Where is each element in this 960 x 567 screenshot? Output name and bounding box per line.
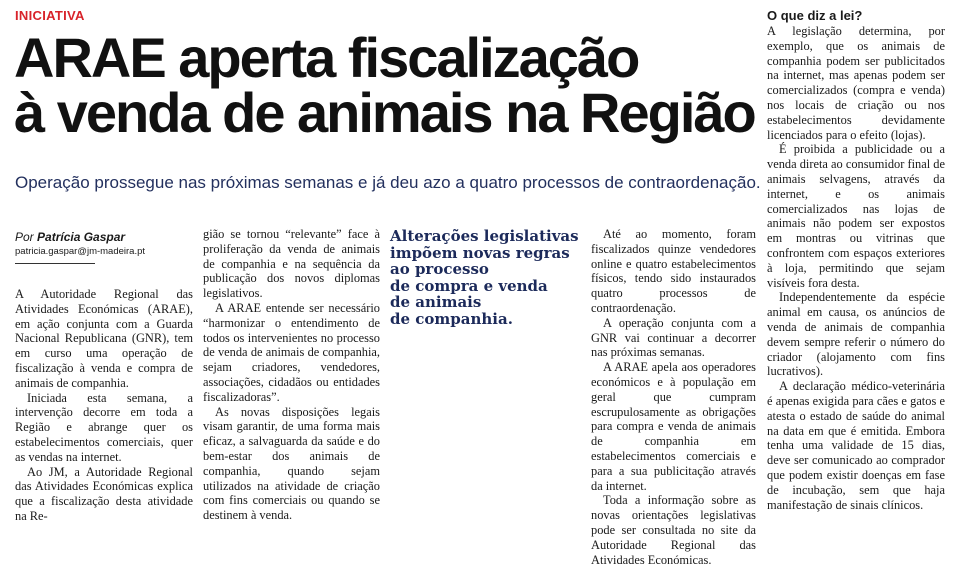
pull-quote-line: de animais xyxy=(390,293,482,311)
sidebar-paragraph: A legislação determina, por exemplo, que os animais de companhia podem ser publicitados na internet, mas apenas podem ser comercializados (compra e venda) nos locais de criação ou nos estabelecimentos devidamente licenciados para o efeito (lojas). xyxy=(767,24,945,142)
pull-quote-line: de compra e venda xyxy=(390,276,548,295)
pull-quote-line: Alterações legislativas xyxy=(390,227,579,245)
byline-author: Patrícia Gaspar xyxy=(37,230,126,244)
paragraph: A operação conjunta com a GNR vai continuar a decorrer nas próximas semanas. xyxy=(591,315,756,360)
article-column-3 xyxy=(591,227,756,567)
sidebar-paragraph: É proibida a publicidade ou a venda direta ao consumidor final de animais selvagens, através da internet, e os animais comercializados nas lojas de animais não podem ser expostos em montras ou vitrinas que confrontem com espaços exteriores à loja, permitindo que sejam visíveis fora desta. xyxy=(767,142,945,290)
article-column-1 xyxy=(15,287,193,524)
headline-line: ARAE aperta fiscalização xyxy=(14,26,639,89)
headline xyxy=(14,26,759,144)
pull-quote-line: de companhia. xyxy=(390,309,513,328)
paragraph: Toda a informação sobre as novas orientações legislativas pode ser consultada no site da Autoridade Regional das Atividades Económicas. xyxy=(591,493,756,567)
paragraph: A Autoridade Regional das Atividades Económicas (ARAE), em ação conjunta com a Guarda Nacional Republicana (GNR), tem em curso uma operação de fiscalização à venda e compra de animais de companhia. xyxy=(15,287,193,390)
headline-line: à venda de animais na Região xyxy=(14,81,755,144)
author-email[interactable]: patricia.gaspar@jm-madeira.pt xyxy=(15,246,146,257)
sidebar-paragraph: A declaração médico-veterinária é apenas exigida para cães e gatos e atesta o estado de saúde do animal na data em que é emitida. Embora tenha uma validade de 15 dias, deve ser comunicado ao comprador que podem existir doenças em fase de incubação, sem que haja manifestação de sinais clínicos. xyxy=(767,379,945,512)
pull-quote xyxy=(390,228,580,327)
byline-divider xyxy=(15,263,95,264)
section-kicker: INICIATIVA xyxy=(15,8,85,23)
paragraph: A ARAE entende ser necessário “harmonizar o entendimento de todos os intervenientes no processo de venda de animais de companhia, sejam criadores, vendedores, associações, cidadãos ou entidades fiscalizadoras”. xyxy=(203,300,380,404)
byline-prefix: Por xyxy=(15,230,34,244)
paragraph: Iniciada esta semana, a intervenção decorre em toda a Região e abrange quer os estabelecimentos comerciais, quer as vendas na internet. xyxy=(15,390,193,464)
paragraph: As novas disposições legais visam garantir, de uma forma mais eficaz, a salvaguarda da saúde e do bem-estar dos animais de companhia, quando sejam utilizados na atividade de criação com fins comerciais ou quando se destinem à venda. xyxy=(203,404,380,523)
pull-quote-line: impõem novas regras xyxy=(390,243,570,262)
sidebar-paragraph: Independentemente da espécie animal em causa, os anúncios de venda de animais de companhia devem sempre referir o número do criador (alojamento com fins lucrativos). xyxy=(767,290,945,379)
paragraph: A ARAE apela aos operadores económicos e à população em geral que cumpram escrupulosamente as obrigações para compra e venda de animais de companhia em estabelecimentos comerciais e para a sua publicitação através da internet. xyxy=(591,360,756,493)
article-column-2 xyxy=(203,227,380,523)
paragraph: gião se tornou “relevante” face à proliferação da venda de animais de companhia e na sequência da publicação dos novos diplomas legislativos. xyxy=(203,227,380,301)
byline xyxy=(15,230,125,244)
subheadline: Operação prossegue nas próximas semanas e já deu azo a quatro processos de contraordenação. xyxy=(15,173,761,192)
paragraph: Ao JM, a Autoridade Regional das Atividades Económicas explica que a fiscalização desta atividade na Re- xyxy=(15,464,193,523)
paragraph: Até ao momento, foram fiscalizados quinze vendedores online e quatro estabelecimentos físicos, tendo sido instaurados quatro processos de contraordenação. xyxy=(591,227,756,315)
sidebar-column xyxy=(767,24,945,512)
sidebar-title: O que diz a lei? xyxy=(767,8,863,23)
pull-quote-line: ao processo xyxy=(390,260,489,278)
